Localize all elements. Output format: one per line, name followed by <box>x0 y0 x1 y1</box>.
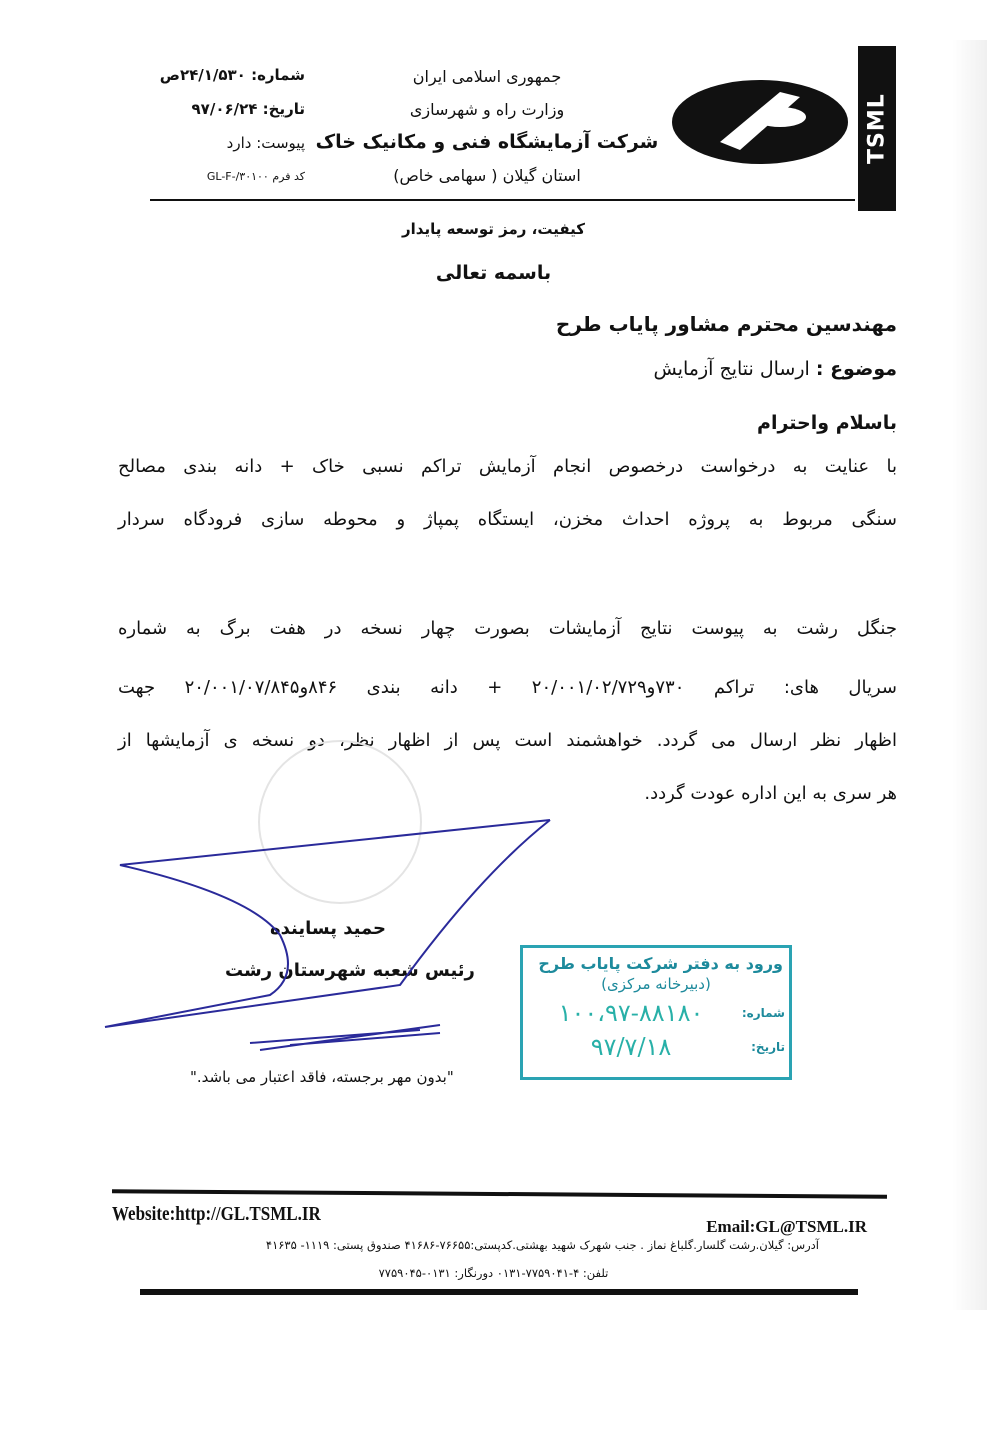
motto: کیفیت، رمز توسعه پایدار <box>402 220 585 238</box>
country-name: جمهوری اسلامی ایران <box>412 67 562 86</box>
tsml-logo-text: TSML <box>864 93 890 164</box>
body-line: اظهار نظر ارسال می گردد. خواهشمند است پس از اظهار نظر، دو نسخه ی آزمایشها از <box>118 730 897 751</box>
province-name: استان گیلان ( سهامی خاص) <box>393 166 581 185</box>
form-code: GL-F-/۳۰۱۰۰ <box>206 170 269 183</box>
header-divider <box>150 199 855 201</box>
stamp-date-row <box>523 1033 789 1061</box>
letter-date: تاریخ: ۹۷/۰۶/۲۴ <box>191 100 305 118</box>
stamp-number-row <box>523 999 789 1027</box>
subject-line <box>653 358 897 380</box>
footer-email: Email:GL@TSML.IR <box>706 1217 867 1236</box>
body-line: سریال های: تراکم ۷۳۰و۲۰/۰۰۱/۰۲/۷۲۹ + دانه بندی ۸۴۶و۲۰/۰۰۱/۰۷/۸۴۵ جهت <box>118 677 898 698</box>
bismillah: باسمه تعالی <box>435 262 552 284</box>
footer-bottom-rule <box>140 1289 858 1295</box>
stamp-subtitle: (دبیرخانه مرکزی) <box>601 975 711 993</box>
form-code-label: کد فرم <box>272 170 305 183</box>
handwritten-signature <box>100 815 560 1055</box>
company-name: شرکت آزمایشگاه فنی و مکانیک خاک <box>315 131 659 153</box>
letter-meta <box>120 58 305 194</box>
company-logo-icon <box>660 72 850 172</box>
body-line: جنگل رشت به پیوست نتایج آزمایشات بصورت چهار نسخه در هفت برگ به شماره <box>118 618 897 639</box>
letter-body <box>118 448 897 828</box>
letter-attachment: پیوست: دارد <box>226 134 305 152</box>
letter-number: شماره: ۲۴/۱/۵۳۰ص <box>159 66 305 84</box>
subject-label: موضوع : <box>815 358 897 380</box>
receipt-stamp <box>520 945 792 1080</box>
footer-phone: تلفن: ۴-۷۷۵۹۰۴۱-۰۱۳۱ دورنگار: ۰۱۳۱-۷۷۵۹۰۴۵ <box>378 1266 609 1280</box>
form-code-row <box>120 160 305 194</box>
greeting: باسلام واحترام <box>757 412 897 434</box>
footer-top-rule <box>112 1189 887 1198</box>
body-line: هر سری به این اداره عودت گردد. <box>644 783 897 804</box>
body-line: با عنایت به درخواست درخصوص انجام آزمایش تراکم نسبی خاک + دانه بندی مصالح <box>118 456 897 477</box>
stamp-number-label: شماره: <box>741 1006 785 1020</box>
footer-address: آدرس: گیلان.رشت گلسار.گلباغ نماز . جنب شهرک شهید بهشتی.کدپستی:۷۶۶۵۵-۴۱۶۸۶ صندوق پستی: ۱۱۱۹- ۴۱۶۳۵ <box>265 1238 819 1252</box>
body-line: سنگی مربوط به پروژه احداث مخزن، ایستگاه پمپاژ و محوطه سازی فرودگاه سردار <box>118 509 897 530</box>
footer-website: Website:http://GL.TSML.IR <box>112 1203 321 1225</box>
signatory-name: حمید پساینده <box>270 918 387 939</box>
letterhead <box>307 60 667 192</box>
stamp-number-value: ۱۰۰،۹۷-۸۸۱۸۰ <box>558 999 704 1027</box>
stamp-date-value: ۹۷/۷/۱۸ <box>590 1033 672 1061</box>
signatory-title: رئیس شعبه شهرستان رشت <box>225 960 475 981</box>
stamp-date-label: تاریخ: <box>751 1040 785 1054</box>
tsml-logo <box>858 46 896 211</box>
stamp-title: ورود به دفتر شرکت پایاب طرح <box>538 954 783 973</box>
disclaimer: "بدون مهر برجسته، فاقد اعتبار می باشد." <box>190 1068 454 1086</box>
addressee: مهندسین محترم مشاور پایاب طرح <box>555 312 897 336</box>
ministry-name: وزارت راه و شهرسازی <box>409 100 565 119</box>
subject: ارسال نتایج آزمایش <box>653 358 810 380</box>
